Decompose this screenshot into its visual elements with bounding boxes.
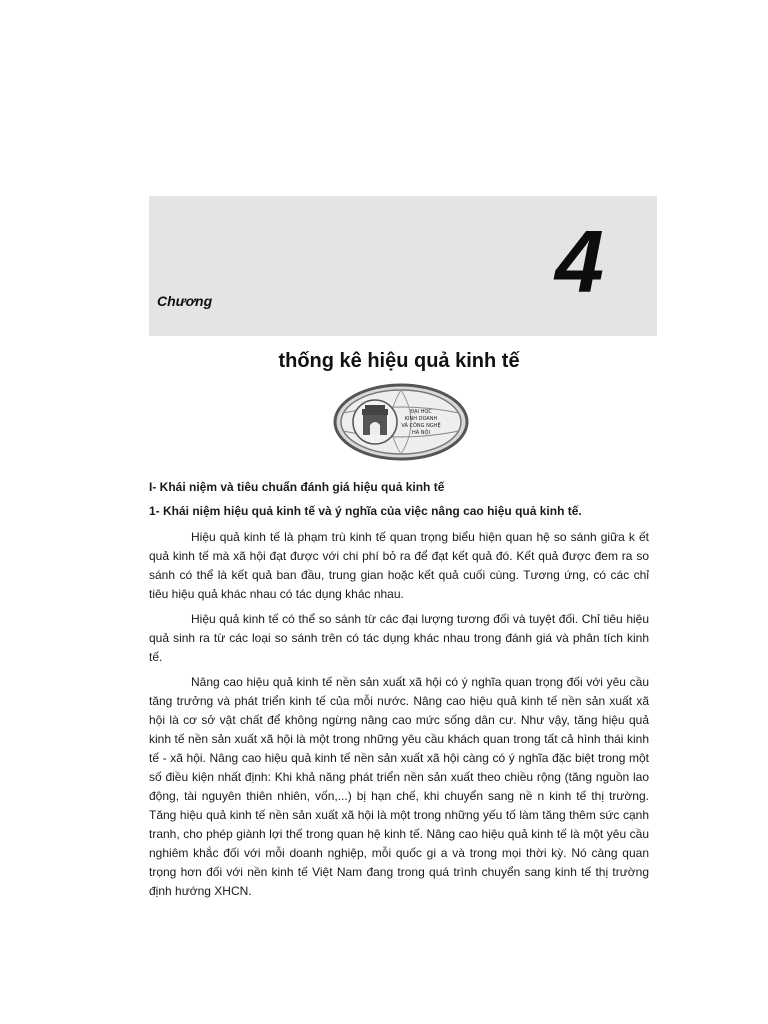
logo-line-1: ĐẠI HỌC bbox=[410, 409, 432, 415]
paragraph: Hiệu quả kinh tế có thể so sánh từ các đại lượng tương đối và tuyệt đối. Chỉ tiêu hiệu quả sinh ra từ các loại so sánh trên có tác dụng khác nhau trong đánh giá và phân tích kinh tế. bbox=[149, 612, 649, 664]
chapter-label: Chương bbox=[157, 293, 213, 309]
section-content bbox=[149, 478, 649, 907]
logo-line-3: VÀ CÔNG NGHỆ bbox=[401, 423, 441, 429]
paragraph: Nâng cao hiệu quả kinh tế nền sản xuất xã hội có ý nghĩa quan trọng đối với yêu cầu tăng trưởng và phát triển kinh tế của mỗi nước. Nâng cao hiệu quả kinh tế nền sản xuất xã hội là cơ sở vật chất để không ngừng nâng cao mức sống dân cư. Như vậy, tăng hiệu quả kinh tế nền sản xuất xã hội là một trong những yêu cầu khách quan trong tất cả hình thái kinh tế - xã hội. Nâng cao hiệu quả kinh tế nền sản xuất xã hội càng có ý nghĩa đặc biệt trong một số điều kiện nhất định: Khi khả năng phát triển nền sản xuất theo chiều rộng (tăng nguồn lao động, tài nguyên thiên nhiên, vốn,...) bị hạn chế, khi chuyển sang nề n kinh tế thị trường. Tăng hiệu quả kinh tế nền sản xuất xã hội là một trong những yếu tố làm tăng thêm sức cạnh tranh, cho phép giành lợi thế trong quan hệ kinh tế. Nâng cao hiệu quả kinh tế là một yêu cầu nghiêm khắc đối với mỗi doanh nghiệp, mỗi quốc gi a và trong mọi thời kỳ. Nó càng quan trọng hơn đối với nền kinh tế Việt Nam đang trong quá trình chuyển sang kinh tế thị trường định hướng XHCN. bbox=[149, 675, 649, 898]
chapter-title: thống kê hiệu quả kinh tế bbox=[278, 350, 520, 372]
section-heading: I- Khái niệm và tiêu chuẩn đánh giá hiệu quả kinh tế bbox=[149, 480, 445, 494]
paragraph: Hiệu quả kinh tế là phạm trù kinh tế quan trọng biểu hiện quan hệ so sánh giữa k ết quả kinh tế mà xã hội đạt được với chi phí bỏ ra để đạt kết quả đó. Kết quả được đem ra so sánh có thể là kết quả ban đầu, trung gian hoặc kết quả cuối cùng. Tương ứng, có các chỉ tiêu hiệu quả khác nhau có tác dụng khác nhau. bbox=[149, 530, 649, 601]
logo-line-2: KINH DOANH bbox=[404, 416, 438, 422]
chapter-number: 4 bbox=[555, 212, 604, 311]
logo-line-4: HÀ NỘI bbox=[412, 430, 430, 436]
gate-icon bbox=[353, 400, 397, 444]
chapter-banner bbox=[149, 196, 657, 336]
university-logo bbox=[333, 383, 469, 461]
section-subheading: 1- Khái niệm hiệu quả kinh tế và ý nghĩa của việc nâng cao hiệu quả kinh tế. bbox=[149, 504, 582, 518]
